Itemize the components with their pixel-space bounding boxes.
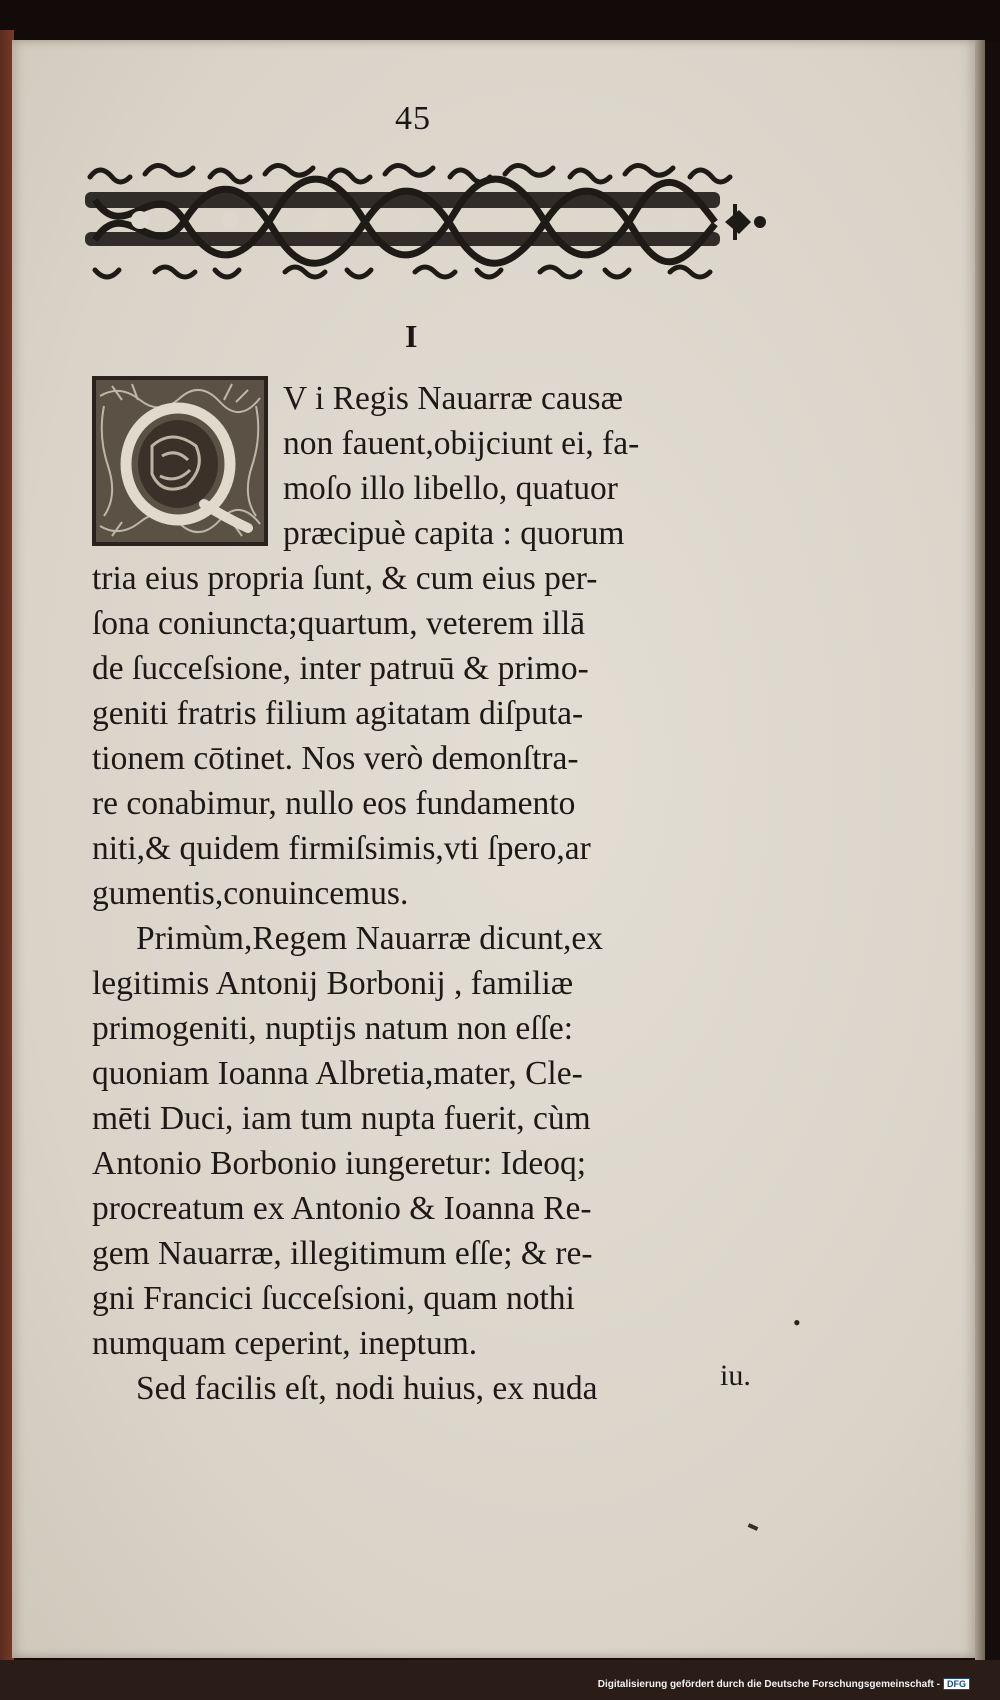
- text-line: Antonio Borbonio iungeretur: Ideoq;: [92, 1145, 587, 1182]
- body-text: [92, 376, 772, 1411]
- text-line: de ſucceſsione, inter patruū & primo-: [92, 650, 589, 687]
- chapter-number: I: [405, 318, 418, 354]
- text-line: gem Nauarræ, illegitimum eſſe; & re-: [92, 1235, 593, 1272]
- text-line: legitimis Antonij Borbonij , familiæ: [92, 965, 574, 1002]
- book-background-top: [0, 0, 1000, 42]
- text-line: tria eius propria ſunt, & cum eius per-: [92, 560, 598, 597]
- text-line: Primùm,Regem Nauarræ dicunt,ex: [136, 920, 604, 957]
- text-line: primogeniti, nuptijs natum non eſſe:: [92, 1010, 574, 1047]
- text-line: tionem cōtinet. Nos verò demonſtra-: [92, 740, 579, 777]
- text-line: geniti fratris filium agitatam diſputa-: [92, 695, 584, 732]
- decorative-headpiece-ornament: [85, 152, 775, 302]
- text-line: V i Regis Nauarræ causæ: [283, 380, 623, 417]
- text-line: re conabimur, nullo eos fundamento: [92, 785, 576, 822]
- dfg-logo-badge: DFG: [943, 1678, 970, 1690]
- text-line: mēti Duci, iam tum nupta fuerit, cùm: [92, 1100, 591, 1137]
- text-line: præcipuè capita : quorum: [283, 515, 625, 552]
- credit-text: Digitalisierung gefördert durch die Deutsche Forschungsgemeinschaft -: [597, 1679, 940, 1690]
- text-line: gumentis,conuincemus.: [92, 875, 409, 912]
- text-line: numquam ceperint, ineptum.: [92, 1325, 478, 1362]
- digitization-credit: [598, 1678, 970, 1690]
- text-line: non fauent,obijciunt ei, fa-: [283, 425, 640, 462]
- text-line: niti,& quidem firmiſsimis,vti ſpero,ar: [92, 830, 591, 867]
- page-number: 45: [395, 100, 431, 137]
- text-line: gni Francici ſucceſsioni, quam nothi: [92, 1280, 575, 1317]
- text-line: Sed facilis eſt, nodi huius, ex nuda: [136, 1370, 598, 1407]
- catchword: iu.: [720, 1359, 751, 1392]
- text-line: ſona coniuncta;quartum, veterem illā: [92, 605, 586, 642]
- text-line: moſo illo libello, quatuor: [283, 470, 618, 507]
- text-line: quoniam Ioanna Albretia,mater, Cle-: [92, 1055, 583, 1092]
- text-line: procreatum ex Antonio & Ioanna Re-: [92, 1190, 592, 1227]
- margin-dot: •: [793, 1310, 801, 1335]
- page-fore-edge: [975, 40, 985, 1660]
